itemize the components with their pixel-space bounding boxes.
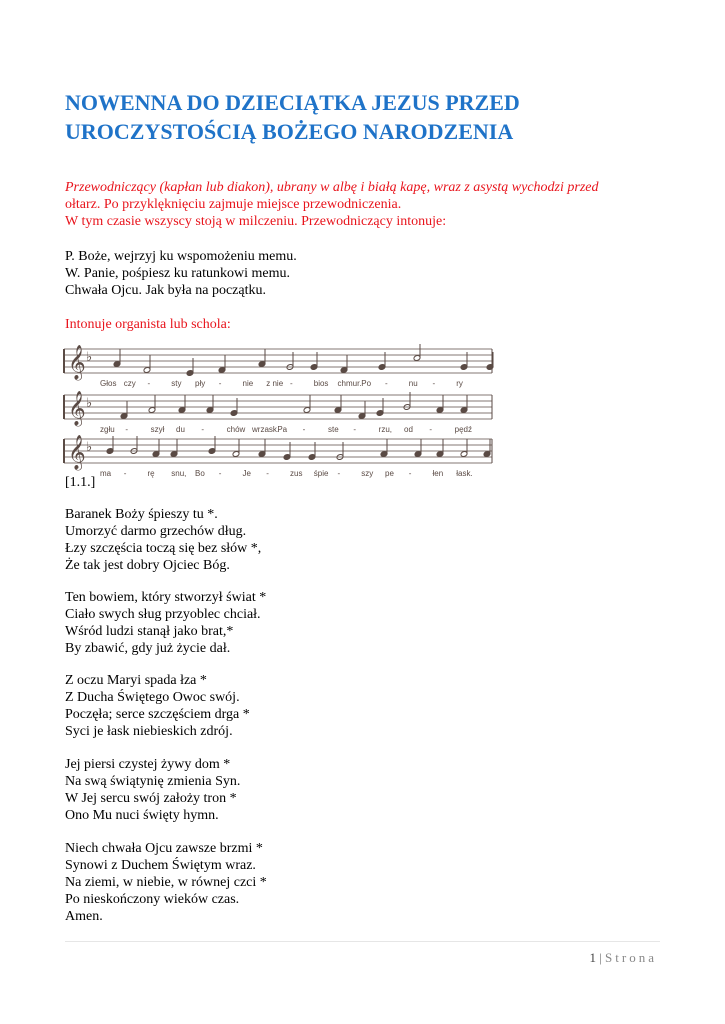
lyric-syllable: chów (226, 425, 246, 434)
lyric-syllable: łen (432, 469, 444, 478)
stanza-line: Z oczu Maryi spada łza * (65, 673, 207, 688)
stanza-line: Umorzyć darmo grzechów dług. (65, 524, 247, 539)
lyric-syllable: - (337, 469, 341, 478)
lyric-syllable: Je (242, 469, 251, 478)
stanza-line: Po nieskończony wieków czas. (65, 892, 240, 907)
lyric-syllable: - (123, 469, 127, 478)
versicles-block (65, 248, 297, 299)
footer-divider (65, 941, 660, 942)
lyric-syllable: pe (385, 469, 394, 478)
lyric-syllable: bios (313, 379, 329, 388)
lyric-syllable: nu (408, 379, 418, 388)
lyric-syllable: - (302, 425, 306, 434)
stanza-line: Ten bowiem, który stworzył świat * (65, 590, 267, 605)
treble-clef-icon: 𝄞 (68, 391, 86, 426)
lyric-syllable: - (385, 379, 388, 388)
lyric-syllable: - (432, 379, 436, 388)
page-number: 1 (589, 950, 596, 965)
stanza-line: Synowi z Duchem Świętym wraz. (65, 858, 256, 873)
lyric-syllable: śpie (313, 469, 329, 478)
lyric-syllable: pły (195, 379, 206, 388)
versicle-line: W. Panie, pośpiesz ku ratunkowi memu. (65, 266, 291, 281)
stanza-line: Wśród ludzi stanął jako brat,* (65, 624, 234, 639)
lyric-syllable: du (176, 425, 185, 434)
music-staves-image (62, 344, 495, 479)
lyric-syllable: szy (361, 469, 374, 478)
lyric-syllable: chmur. (337, 379, 362, 388)
stanza-4 (65, 756, 240, 824)
stanza-line: Że tak jest dobry Ojciec Bóg. (65, 558, 230, 573)
stanza-line: Ciało swych sług przyoblec chciał. (65, 607, 261, 622)
stanza-line: W Jej sercu swój założy tron * (65, 791, 237, 806)
treble-clef-icon: 𝄞 (68, 345, 86, 380)
rubric-intonation: Intonuje organista lub schola: (65, 317, 231, 332)
lyric-syllable: czy (123, 379, 136, 388)
footer-separator: | (599, 950, 602, 965)
lyric-syllable: - (353, 425, 357, 434)
stanza-line: Syci je łask niebieskich zdrój. (65, 724, 233, 739)
stanza-line: By zbawić, gdy już życie dał. (65, 641, 231, 656)
stanza-line: Poczęła; serce szczęściem drga * (65, 707, 250, 722)
rubric-line-3: W tym czasie wszyscy stoją w milczeniu. Przewodniczący intonuje: (65, 214, 447, 229)
flat-icon: ♭ (86, 350, 93, 365)
stanza-amen: Amen. (65, 909, 103, 924)
lyric-syllable: zgłu (100, 425, 115, 434)
lyric-syllable: ry (456, 379, 463, 388)
stanza-line: Na ziemi, w niebie, w równej czci * (65, 875, 267, 890)
lyric-syllable: - (125, 425, 129, 434)
lyric-syllable: szył (150, 425, 165, 434)
stanza-3 (65, 672, 250, 740)
lyric-syllable: - (290, 379, 293, 388)
flat-icon: ♭ (86, 396, 93, 411)
rubric-line-1: Przewodniczący (kapłan lub diakon), ubrany w albę i białą kapę, wraz z asystą wychodzi przed (65, 180, 599, 195)
flat-icon: ♭ (86, 440, 93, 455)
lyric-syllable: - (218, 469, 222, 478)
footer-label: Strona (605, 950, 657, 965)
lyric-syllable: z nie (266, 379, 284, 388)
document-title (65, 88, 665, 146)
page-footer (589, 950, 657, 966)
lyric-syllable: Po (361, 379, 372, 388)
lyric-syllable: łask. (456, 469, 473, 478)
lyric-syllable: rzu, (378, 425, 393, 434)
lyric-syllable: rę (147, 469, 155, 478)
music-notation (62, 344, 495, 479)
lyric-syllable: - (429, 425, 433, 434)
stanza-line: Baranek Boży śpieszy tu *. (65, 507, 218, 522)
stanza-line: Niech chwała Ojcu zawsze brzmi * (65, 841, 263, 856)
versicle-line: P. Boże, wejrzyj ku wspomożeniu memu. (65, 249, 297, 264)
stanza-2 (65, 589, 266, 657)
lyric-syllable: pędź (454, 425, 473, 434)
stanza-line: Łzy szczęścia toczą się bez słów *, (65, 541, 262, 556)
lyric-syllable: sty (171, 379, 182, 388)
stanza-5 (65, 840, 267, 925)
lyric-syllable: Głos (100, 379, 117, 388)
lyric-syllable: - (147, 379, 151, 388)
section-number: [1.1.] (65, 475, 96, 490)
lyric-syllable: ma (100, 469, 112, 478)
stanza-1 (65, 506, 261, 574)
lyric-syllable: Pa (277, 425, 288, 434)
lyric-syllable: od (404, 425, 413, 434)
lyric-syllable: snu, (171, 469, 187, 478)
stanza-line: Ono Mu nuci święty hymn. (65, 808, 219, 823)
title-line-1: NOWENNA DO DZIECIĄTKA JEZUS PRZED (65, 90, 520, 115)
lyric-syllable: wrzask. (252, 425, 280, 434)
versicle-line: Chwała Ojcu. Jak była na początku. (65, 283, 266, 298)
stanza-line: Jej piersi czystej żywy dom * (65, 757, 231, 772)
rubric-line-2: ołtarz. Po przyklęknięciu zajmuje miejsce przewodniczenia. (65, 197, 402, 212)
lyric-syllable: zus (290, 469, 303, 478)
lyric-syllable: ste (328, 425, 339, 434)
lyric-syllable: - (218, 379, 222, 388)
stanza-line: Z Ducha Świętego Owoc swój. (65, 690, 240, 705)
title-line-2: UROCZYSTOŚCIĄ BOŻEGO NARODZENIA (65, 119, 514, 144)
lyric-syllable: - (266, 469, 269, 478)
lyric-syllable: Bo (195, 469, 205, 478)
stanza-line: Na swą świątynię zmienia Syn. (65, 774, 241, 789)
rubric-intro (65, 179, 599, 230)
lyric-syllable: - (408, 469, 412, 478)
treble-clef-icon: 𝄞 (68, 435, 86, 470)
lyric-syllable: - (201, 425, 205, 434)
lyric-syllable: nie (242, 379, 254, 388)
